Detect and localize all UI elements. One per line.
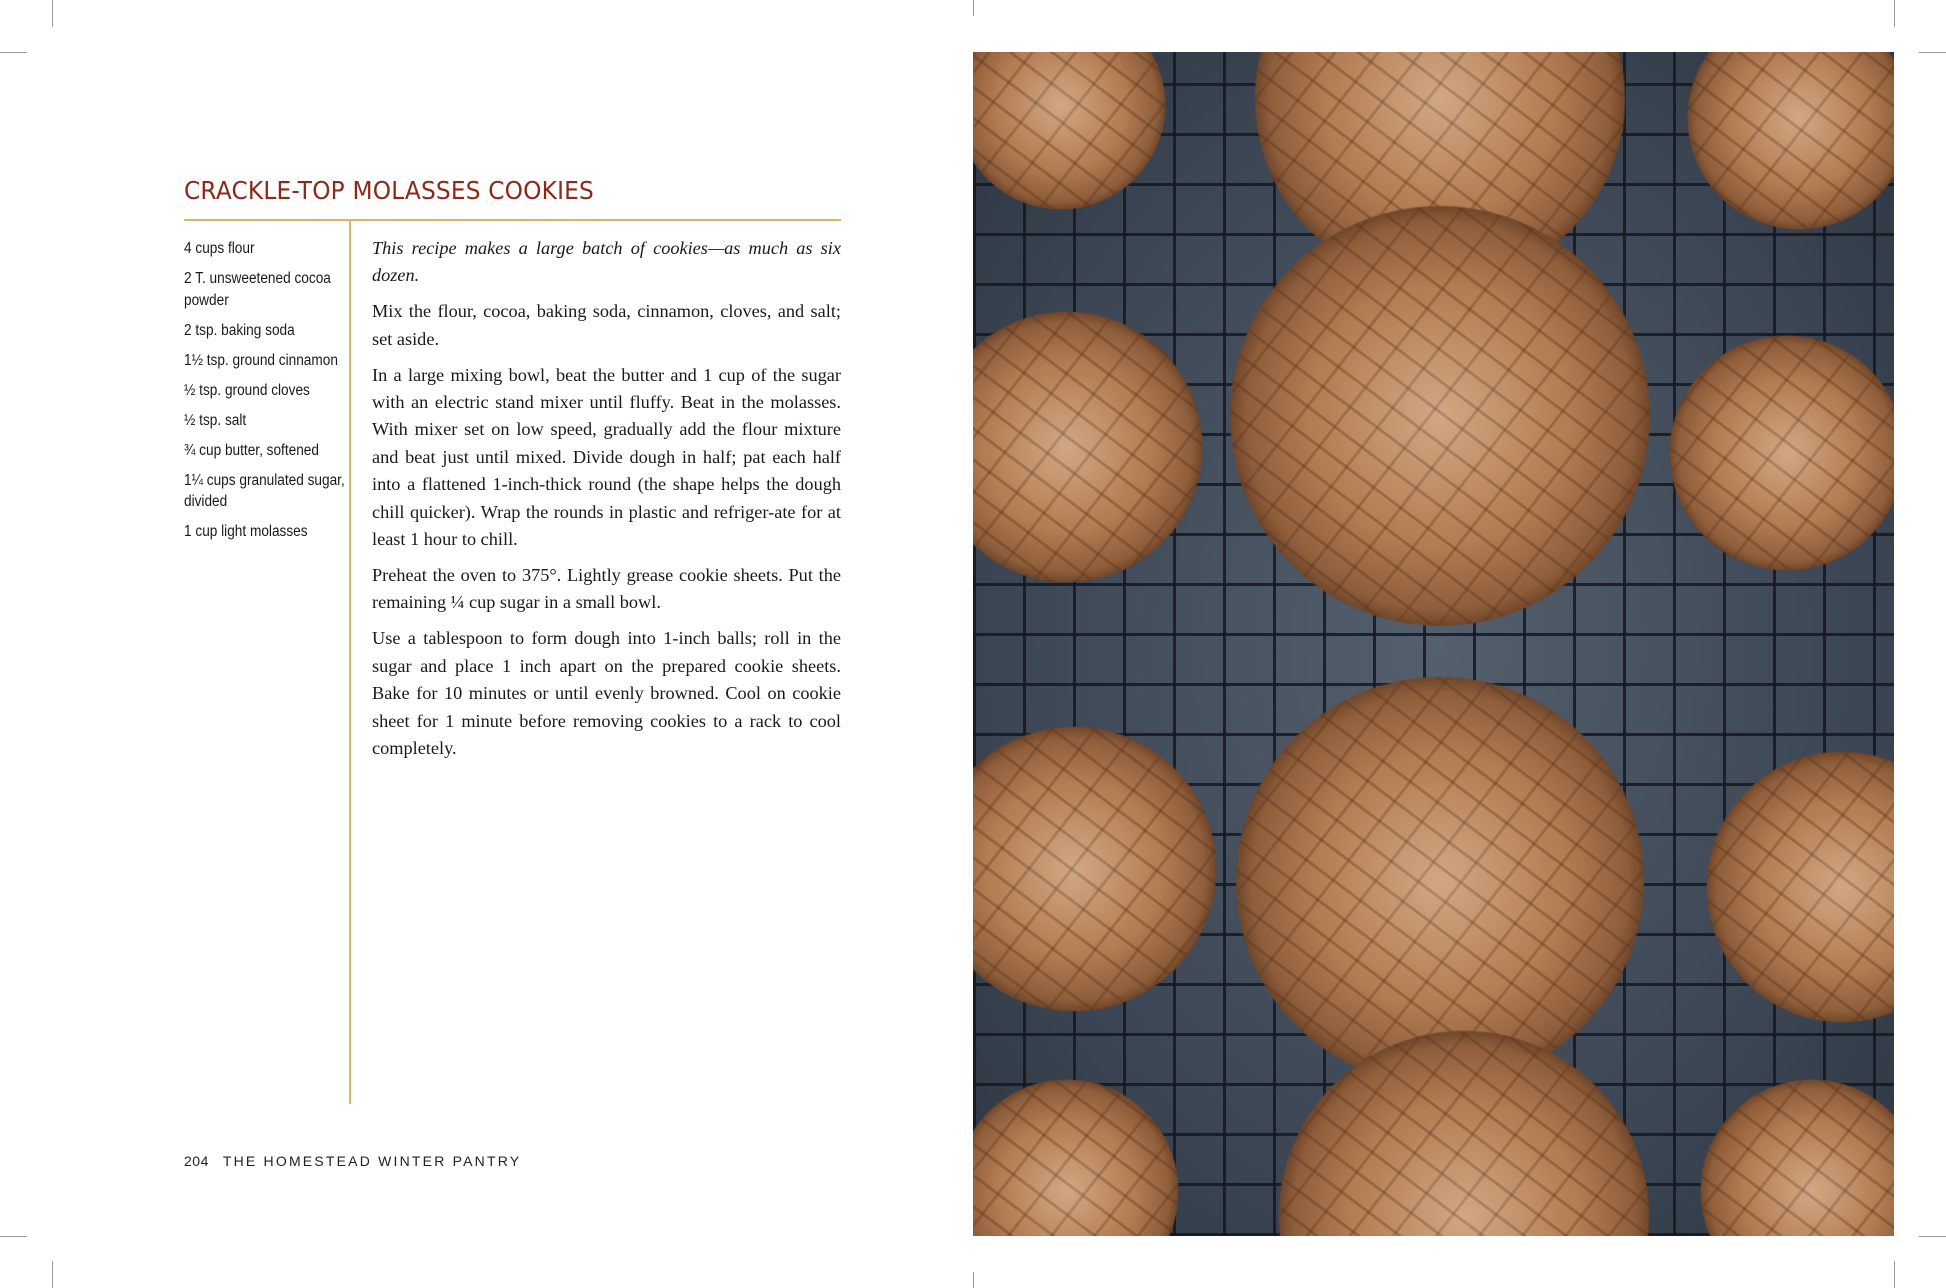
recipe-intro: This recipe makes a large batch of cookies—as much as six dozen. <box>372 238 841 286</box>
cookie <box>1706 751 1894 1023</box>
crop-mark <box>973 1272 974 1288</box>
crop-mark <box>973 0 974 16</box>
crop-mark <box>1919 1236 1946 1237</box>
cookie <box>1687 52 1894 230</box>
ingredient-item: 1½ tsp. ground cinnamon <box>184 351 338 369</box>
page-number: 204 <box>184 1153 209 1169</box>
crop-mark <box>0 1236 27 1237</box>
cookie <box>973 1079 1179 1236</box>
page-footer <box>184 1153 521 1169</box>
crop-mark <box>52 1261 53 1288</box>
ingredient-item: 1 cup light molasses <box>184 523 308 540</box>
cookie <box>1235 676 1645 1086</box>
ingredient-item: ½ tsp. salt <box>184 411 247 429</box>
crop-mark <box>0 52 27 53</box>
recipe-step: Preheat the oven to 375°. Lightly grease cookie sheets. Put the remaining ¼ cup sugar in a small bowl. <box>372 564 841 613</box>
cookie <box>973 726 1217 1012</box>
crop-mark <box>52 0 53 27</box>
column-divider <box>349 220 351 1104</box>
cookie <box>1278 1030 1650 1236</box>
cookie <box>1669 335 1894 571</box>
recipe-step: Use a tablespoon to form dough into 1-inch balls; roll in the sugar and place 1 inch apart on the prepared cookie sheets. Bake for 10 minutes or until evenly browned. Cool on cookie sheet for 1 minute before removing cookies to a rack to cool completely. <box>372 628 841 758</box>
title-divider <box>184 219 841 221</box>
crop-mark <box>1894 0 1895 27</box>
recipe-instructions <box>372 235 841 771</box>
cookie <box>1229 205 1651 627</box>
crop-mark <box>1919 52 1946 53</box>
recipe-step: Mix the flour, cocoa, baking soda, cinnamon, cloves, and salt; set aside. <box>372 301 841 349</box>
recipe-step: In a large mixing bowl, beat the butter and 1 cup of the sugar with an electric stand mixer until fluffy. Beat in the molasses. With mixer set on low speed, gradually add the flour mixture and beat just until mixed. Divide dough in half; pat each half into a flattened 1-inch-thick round (the shape helps the dough chill quicker). Wrap the rounds in plastic and refriger-ate for at least 1 hour to chill. <box>372 364 841 550</box>
ingredient-item: ¾ cup butter, softened <box>184 441 319 459</box>
ingredient-item: 1¼ cups granulated sugar, divided <box>184 471 345 510</box>
ingredient-list <box>184 238 344 551</box>
ingredient-item: 2 T. unsweetened cocoa powder <box>184 270 331 309</box>
cookies-photo <box>973 52 1894 1236</box>
book-title: THE HOMESTEAD WINTER PANTRY <box>222 1153 522 1169</box>
ingredient-item: 2 tsp. baking soda <box>184 321 295 339</box>
recipe-title: CRACKLE-TOP MOLASSES COOKIES <box>184 176 594 205</box>
ingredient-item: 4 cups flour <box>184 240 255 257</box>
cookie <box>973 311 1203 583</box>
ingredient-item: ½ tsp. ground cloves <box>184 381 310 399</box>
cookie <box>973 52 1166 210</box>
cookie <box>1700 1079 1894 1236</box>
crop-mark <box>1894 1261 1895 1288</box>
